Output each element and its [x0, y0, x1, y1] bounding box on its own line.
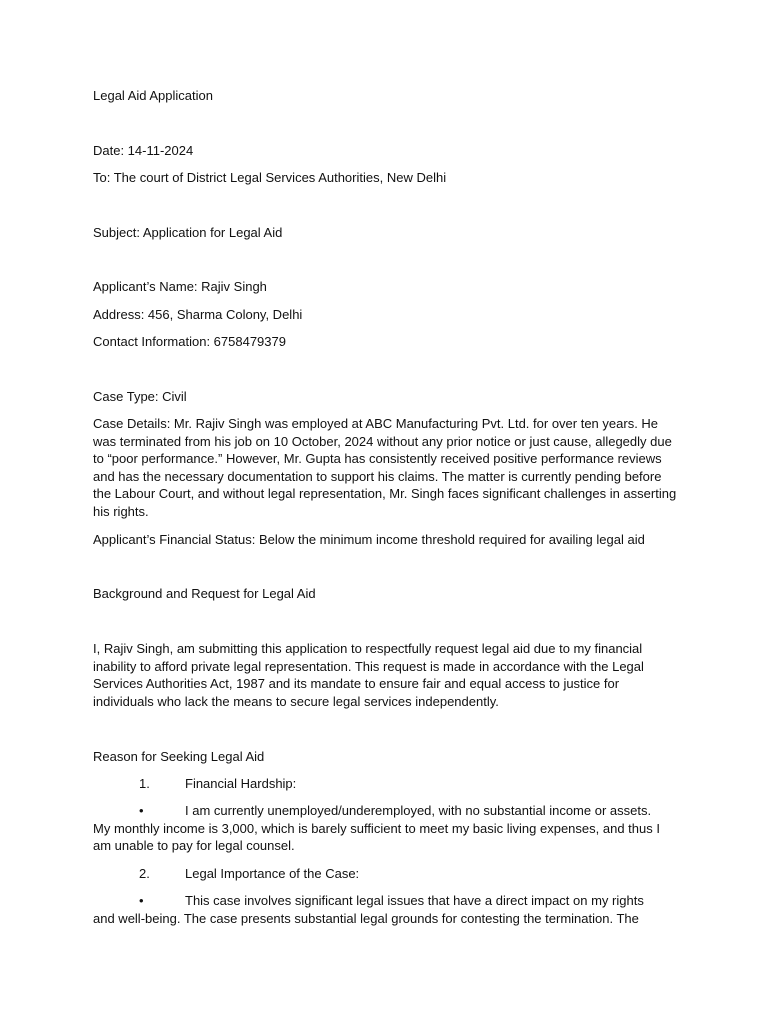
document-title: Legal Aid Application [93, 88, 213, 103]
reason-label: Financial Hardship: [185, 776, 297, 791]
reason-number: 1. [139, 776, 150, 791]
applicant-name: Applicant’s Name: Rajiv Singh [93, 279, 267, 294]
bullet-icon: • [139, 893, 144, 908]
reason-label: Legal Importance of the Case: [185, 866, 360, 881]
case-details-paragraph: Case Details: Mr. Rajiv Singh was employed at ABC Manufacturing Pvt. Ltd. for over ten years. He was terminated from his job on 10 October, 2024 without any prior notice or just cause, allegedly due to “poor performance.” However, Mr. Gupta has consistently received positive performance reviews and has the necessary documentation to support his claims. The matter is currently pending before the Labour Court, and without legal representation, Mr. Singh faces significant challenges in asserting his rights. [93, 416, 677, 519]
applicant-contact: Contact Information: 6758479379 [93, 334, 286, 349]
bullet-icon: • [139, 803, 144, 818]
background-heading: Background and Request for Legal Aid [93, 586, 316, 601]
financial-status: Applicant’s Financial Status: Below the minimum income threshold required for availing legal aid [93, 532, 645, 547]
background-paragraph: I, Rajiv Singh, am submitting this application to respectfully request legal aid due to my financial inability to afford private legal representation. This request is made in accordance with the Legal Services Authorities Act, 1987 and its mandate to ensure fair and equal access to justice for individuals who lack the means to secure legal services independently. [93, 641, 644, 709]
reason-heading: Reason for Seeking Legal Aid [93, 749, 265, 764]
applicant-address: Address: 456, Sharma Colony, Delhi [93, 307, 303, 322]
reason-bullet-text: This case involves significant legal issues that have a direct impact on my rights and well-being. The case presents substantial legal grounds for contesting the termination. The [93, 893, 644, 926]
case-type: Case Type: Civil [93, 389, 187, 404]
reason-number: 2. [139, 866, 150, 881]
date-line: Date: 14-11-2024 [93, 143, 194, 158]
recipient-line: To: The court of District Legal Services Authorities, New Delhi [93, 170, 447, 185]
reason-bullet-text: I am currently unemployed/underemployed, with no substantial income or assets. My monthly income is 3,000, which is barely sufficient to meet my basic living expenses, and thus I am unable to pay for legal counsel. [93, 803, 660, 854]
subject-line: Subject: Application for Legal Aid [93, 225, 283, 240]
